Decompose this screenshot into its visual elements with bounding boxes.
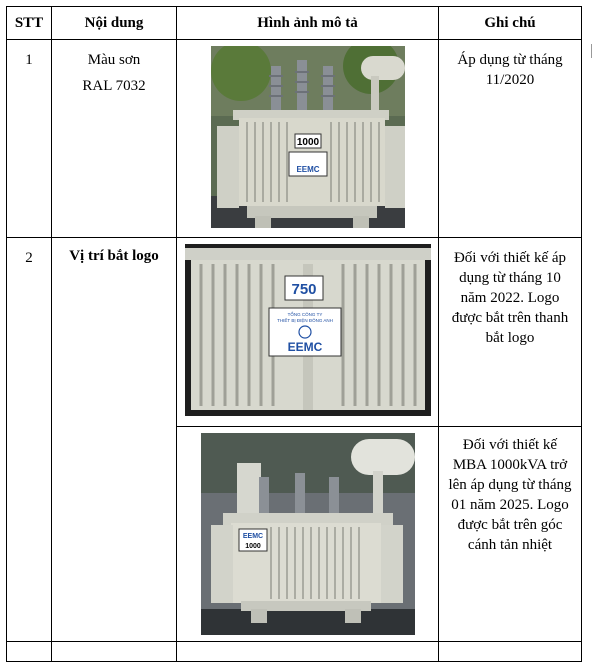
row2-stt: 2: [7, 238, 52, 642]
table-row: [7, 238, 582, 427]
radiator-logo-photo-icon: [185, 244, 431, 416]
header-content: Nội dung: [52, 7, 177, 40]
row3-note: Đối với thiết kế MBA 1000kVA trở lên áp dụng từ tháng 01 năm 2025. Logo được bắt trên góc cánh tản nhiệt: [439, 427, 582, 642]
row1-image-cell: [177, 40, 439, 238]
row3-brand: EEMC: [242, 533, 264, 540]
row2-note: Đối với thiết kế áp dụng từ tháng 10 năm 2022. Logo được bắt trên thanh bắt logo: [439, 238, 582, 427]
transformer-corner-logo-photo-icon: [201, 433, 415, 635]
row1-brand: EEMC: [296, 165, 320, 174]
header-stt: STT: [7, 7, 52, 40]
transformer-photo-icon: [211, 46, 405, 228]
row3-image-cell: [177, 427, 439, 642]
spec-table: [6, 6, 582, 662]
row1-content-line1: Màu sơn: [87, 52, 141, 68]
row1-note: Áp dụng từ tháng 11/2020: [439, 40, 582, 238]
row2-content: Vị trí bắt logo: [52, 238, 177, 642]
partial-cell-stt: [7, 642, 52, 662]
row1-plate-number: 1000: [296, 137, 320, 148]
row2-brand: EEMC: [287, 340, 323, 354]
row1-stt: 1: [7, 40, 52, 238]
partial-cell-note: [439, 642, 582, 662]
partial-cell-content: [52, 642, 177, 662]
scroll-indicator: [591, 44, 592, 58]
header-note: Ghi chú: [439, 7, 582, 40]
table-row: [7, 40, 582, 238]
row3-plate-number: 1000: [245, 543, 261, 550]
row1-content-line2: RAL 7032: [82, 78, 146, 94]
row2-company-line2: THIẾT BỊ ĐIỆN ĐÔNG ANH: [277, 318, 333, 323]
row2-plate-number: 750: [291, 281, 317, 298]
row1-content: [52, 40, 177, 238]
header-image: Hình ảnh mô tả: [177, 7, 439, 40]
table-row-partial: [7, 642, 582, 662]
row2-image-cell: [177, 238, 439, 427]
row2-company-line1: TỔNG CÔNG TY: [287, 312, 323, 317]
header-row: [7, 7, 582, 40]
partial-cell-image: [177, 642, 439, 662]
